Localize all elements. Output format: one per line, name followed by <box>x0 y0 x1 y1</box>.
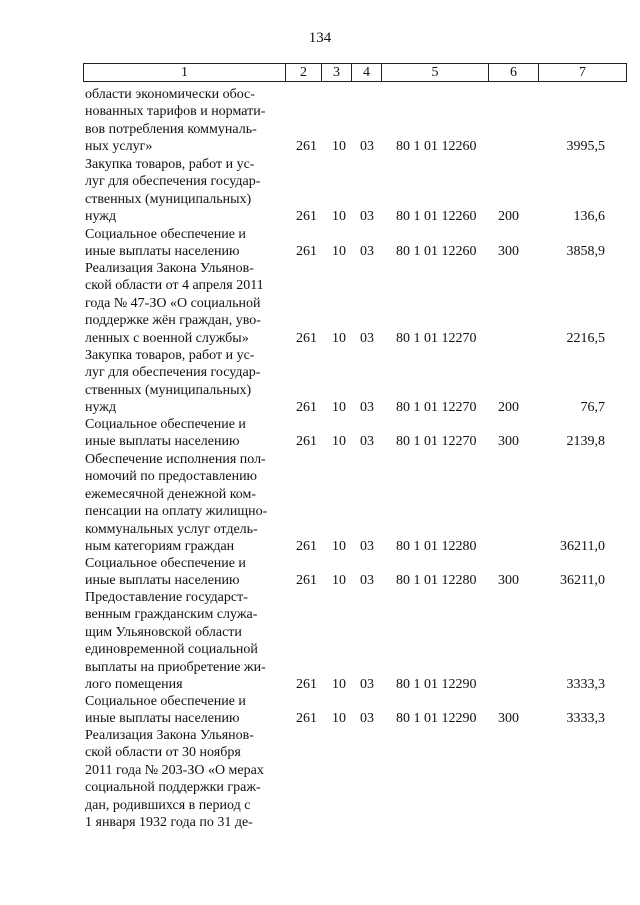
cell-c2: 261 <box>296 434 317 450</box>
description-line: вов потребления коммуналь- <box>85 121 257 137</box>
cell-c6: 200 <box>498 400 519 416</box>
cell-c5: 80 1 01 12270 <box>396 330 477 346</box>
table-header <box>83 63 627 82</box>
cell-c5: 80 1 01 12280 <box>396 539 477 554</box>
row-values <box>0 138 640 156</box>
description-line: ленных с военной службы» <box>85 330 249 346</box>
cell-c2: 261 <box>296 677 317 692</box>
description-line: коммунальных услуг отдель- <box>85 521 258 537</box>
description-line: ственных (муниципальных) <box>85 382 252 398</box>
cell-c4: 03 <box>360 539 374 554</box>
cell-c4: 03 <box>360 330 374 346</box>
cell-c3: 10 <box>332 573 346 589</box>
cell-c2: 261 <box>296 539 317 554</box>
row-values <box>0 572 640 590</box>
description-line: лого помещения <box>85 677 183 693</box>
description-line: Предоставление государст- <box>85 590 248 605</box>
header-col-1: 1 <box>84 64 286 81</box>
description-line: ным категориям граждан <box>85 539 235 555</box>
header-col-3: 3 <box>322 64 352 81</box>
description-line: луг для обеспечения государ- <box>85 174 261 190</box>
description-line: Социальное обеспечение и <box>85 694 246 709</box>
description-line: нованных тарифов и нормати- <box>85 104 266 120</box>
cell-c6: 300 <box>498 573 519 589</box>
cell-c3: 10 <box>332 400 346 416</box>
cell-c7: 3858,9 <box>566 244 605 260</box>
cell-c3: 10 <box>332 209 346 225</box>
row-values <box>0 433 640 451</box>
header-col-6: 6 <box>489 64 539 81</box>
header-col-7: 7 <box>579 65 586 80</box>
description-line: иные выплаты населению <box>85 711 240 727</box>
description-line: ской области от 30 ноября <box>85 745 241 761</box>
description-line: ных услуг» <box>85 139 153 155</box>
cell-c7: 136,6 <box>573 209 605 225</box>
header-col-2: 2 <box>286 64 322 81</box>
description-line: Социальное обеспечение и <box>85 417 246 432</box>
cell-c2: 261 <box>296 400 317 416</box>
row-values <box>0 330 640 348</box>
cell-c7: 2139,8 <box>566 434 605 450</box>
description-line: луг для обеспечения государ- <box>85 365 261 381</box>
description-line: ской области от 4 апреля 2011 <box>85 278 264 294</box>
description-line: ственных (муниципальных) <box>85 191 252 207</box>
description-line: года № 47-ЗО «О социальной <box>85 295 261 311</box>
cell-c5: 80 1 01 12290 <box>396 711 477 727</box>
description-line: иные выплаты населению <box>85 434 240 450</box>
description-line: пенсации на оплату жилищно- <box>85 504 268 520</box>
description-line: Обеспечение исполнения пол- <box>85 452 266 467</box>
cell-c5: 80 1 01 12260 <box>396 244 477 260</box>
cell-c5: 80 1 01 12260 <box>396 209 477 225</box>
row-values <box>0 676 640 694</box>
description-line: Закупка товаров, работ и ус- <box>85 157 255 172</box>
row-values <box>0 399 640 417</box>
header-col-4: 4 <box>352 64 382 81</box>
cell-c7: 2216,5 <box>566 330 605 346</box>
row-values <box>0 208 640 226</box>
description-line: дан, родившихся в период с <box>85 797 251 813</box>
cell-c7: 76,7 <box>580 400 605 416</box>
description-line: Реализация Закона Ульянов- <box>85 261 254 276</box>
cell-c4: 03 <box>360 400 374 416</box>
cell-c3: 10 <box>332 244 346 260</box>
cell-c4: 03 <box>360 711 374 727</box>
cell-c4: 03 <box>360 244 374 260</box>
description-line: иные выплаты населению <box>85 573 240 589</box>
cell-c2: 261 <box>296 573 317 589</box>
cell-c4: 03 <box>360 434 374 450</box>
page-number: 134 <box>308 30 332 46</box>
row-values <box>0 538 640 556</box>
cell-c2: 261 <box>296 244 317 260</box>
description-line: иные выплаты населению <box>85 244 240 260</box>
description-line: социальной поддержки граж- <box>85 780 261 796</box>
cell-c3: 10 <box>332 711 346 727</box>
row-values <box>0 814 640 832</box>
cell-c3: 10 <box>332 330 346 346</box>
description-line: единовременной социальной <box>85 642 258 658</box>
cell-c4: 03 <box>360 139 374 155</box>
row-values <box>0 710 640 728</box>
description-line: Закупка товаров, работ и ус- <box>85 348 255 363</box>
cell-c7: 36211,0 <box>560 539 605 554</box>
cell-c2: 261 <box>296 139 317 155</box>
cell-c7: 36211,0 <box>560 573 605 589</box>
cell-c2: 261 <box>296 209 317 225</box>
description-line: выплаты на приобретение жи- <box>85 659 266 675</box>
cell-c7: 3333,3 <box>566 711 605 727</box>
cell-c5: 80 1 01 12280 <box>396 573 477 589</box>
cell-c6: 300 <box>498 244 519 260</box>
description-line: 1 января 1932 года по 31 де- <box>85 815 253 831</box>
cell-c3: 10 <box>332 539 346 554</box>
cell-c5: 80 1 01 12270 <box>396 434 477 450</box>
cell-c3: 10 <box>332 139 346 155</box>
cell-c3: 10 <box>332 677 346 692</box>
cell-c3: 10 <box>332 434 346 450</box>
cell-c6: 300 <box>498 434 519 450</box>
cell-c5: 80 1 01 12260 <box>396 139 477 155</box>
cell-c2: 261 <box>296 330 317 346</box>
description-line: поддержке жён граждан, уво- <box>85 313 261 329</box>
description-line: нужд <box>85 209 117 225</box>
description-line: Реализация Закона Ульянов- <box>85 728 254 743</box>
description-line: области экономически обос- <box>85 87 255 102</box>
header-col-5: 5 <box>382 64 489 81</box>
cell-c7: 3995,5 <box>566 139 605 155</box>
cell-c7: 3333,3 <box>566 677 605 692</box>
description-line: номочий по предоставлению <box>85 469 258 485</box>
cell-c5: 80 1 01 12270 <box>396 400 477 416</box>
row-values <box>0 243 640 261</box>
cell-c4: 03 <box>360 573 374 589</box>
cell-c4: 03 <box>360 209 374 225</box>
cell-c6: 300 <box>498 711 519 727</box>
description-line: нужд <box>85 400 117 416</box>
cell-c5: 80 1 01 12290 <box>396 677 477 692</box>
description-line: Социальное обеспечение и <box>85 556 246 571</box>
description-line: щим Ульяновской области <box>85 624 242 640</box>
cell-c6: 200 <box>498 209 519 225</box>
cell-c2: 261 <box>296 711 317 727</box>
description-line: ежемесячной денежной ком- <box>85 486 257 502</box>
cell-c4: 03 <box>360 677 374 692</box>
description-line: венным гражданским служа- <box>85 607 258 623</box>
description-line: Социальное обеспечение и <box>85 227 246 242</box>
description-line: 2011 года № 203-ЗО «О мерах <box>85 762 264 778</box>
